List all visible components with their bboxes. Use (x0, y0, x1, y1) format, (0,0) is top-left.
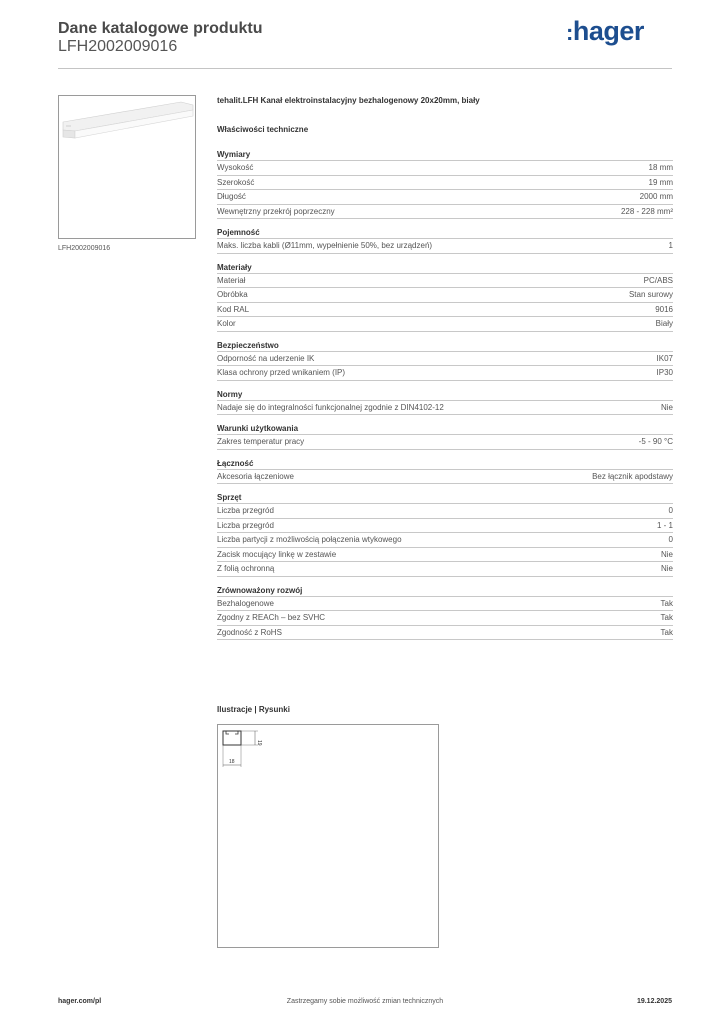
spec-row (217, 287, 673, 302)
section-heading: Zrównoważony rozwój (217, 585, 303, 595)
spec-label: Z folią ochronną (217, 564, 275, 573)
spec-label: Wysokość (217, 163, 254, 172)
spec-row (217, 596, 673, 611)
tech-properties-heading: Właściwości techniczne (217, 125, 309, 134)
spec-label: Nadaje się do integralności funkcjonalnej zgodnie z DIN4102-12 (217, 402, 444, 412)
image-caption: LFH2002009016 (58, 245, 111, 252)
header-divider (58, 68, 672, 69)
spec-value: 0 (668, 506, 673, 515)
section-end-rule (217, 414, 673, 415)
spec-row (217, 561, 673, 576)
spec-row (217, 160, 673, 175)
spec-label: Długość (217, 192, 246, 201)
spec-label: Odporność na uderzenie IK (217, 353, 315, 363)
spec-value: 1 (668, 241, 673, 250)
spec-sections (217, 149, 673, 640)
spec-value: PC/ABS (643, 275, 673, 285)
spec-value: 228 - 228 mm² (620, 206, 673, 216)
spec-row (217, 532, 673, 547)
spec-value: IK07 (656, 353, 673, 363)
hager-logo: :hager (566, 16, 644, 46)
spec-value: 9016 (655, 304, 673, 314)
spec-label: Zacisk mocujący linkę w zestawie (217, 549, 337, 559)
cross-section-drawing (220, 727, 280, 777)
spec-value: Nie (660, 549, 673, 559)
spec-section (217, 585, 673, 641)
spec-value: Biały (655, 319, 673, 328)
spec-row (217, 610, 673, 625)
spec-row (217, 547, 673, 562)
spec-value: 19 mm (648, 177, 673, 187)
spec-label: Szerokość (217, 177, 255, 187)
spec-section (217, 340, 673, 381)
section-heading: Wymiary (217, 150, 251, 159)
section-end-rule (217, 639, 673, 640)
spec-row (217, 365, 673, 380)
spec-label: Kolor (217, 319, 236, 328)
spec-row (217, 351, 673, 366)
spec-row (217, 204, 673, 219)
spec-row (217, 434, 673, 449)
spec-section (217, 492, 673, 577)
illustrations-heading: Ilustracje | Rysunki (217, 705, 290, 714)
section-end-rule (217, 331, 673, 332)
spec-section (217, 423, 673, 450)
spec-value: Nie (660, 564, 673, 573)
section-end-rule (217, 576, 673, 577)
spec-label: Liczba partycji z możliwością połączenia wtykowego (217, 535, 402, 544)
section-end-rule (217, 483, 673, 484)
spec-row (217, 518, 673, 533)
spec-row (217, 625, 673, 640)
spec-label: Kod RAL (217, 304, 250, 314)
spec-row (217, 189, 673, 204)
spec-section (217, 149, 673, 219)
spec-value: 1 - 1 (656, 520, 673, 530)
spec-label: Klasa ochrony przed wnikaniem (IP) (217, 368, 346, 377)
logo-text: hager (572, 16, 644, 46)
spec-row (217, 400, 673, 415)
spec-value: Tak (660, 613, 673, 622)
spec-value: Tak (660, 627, 673, 637)
footer-website-link[interactable]: hager.com/pl (58, 998, 102, 1005)
spec-label: Wewnętrzny przekrój poprzeczny (217, 206, 335, 216)
spec-value: Nie (660, 402, 673, 412)
spec-label: Liczba przegród (217, 520, 274, 530)
spec-value: IP30 (656, 368, 673, 377)
spec-row (217, 238, 673, 253)
product-channel-image (59, 96, 195, 238)
footer-date: 19.12.2025 (636, 998, 672, 1005)
product-title: tehalit.LFH Kanał elektroinstalacyjny bezhalogenowy 20x20mm, biały (217, 96, 480, 105)
spec-value: Tak (660, 598, 673, 608)
spec-label: Maks. liczba kabli (Ø11mm, wypełnienie 50%, bez urządzeń) (217, 241, 433, 250)
spec-value: Stan surowy (628, 290, 673, 299)
spec-content (217, 96, 673, 648)
spec-section (217, 262, 673, 332)
spec-label: Obróbka (217, 290, 248, 299)
section-heading: Pojemność (217, 228, 260, 237)
spec-row (217, 316, 673, 331)
spec-label: Akcesoria łączeniowe (217, 471, 294, 481)
spec-row (217, 469, 673, 484)
spec-label: Liczba przegród (217, 506, 274, 515)
spec-label: Zgodność z RoHS (217, 627, 282, 637)
spec-label: Bezhalogenowe (217, 598, 274, 608)
spec-label: Zgodny z REACh – bez SVHC (217, 613, 326, 622)
page-title: Dane katalogowe produktu (58, 20, 263, 37)
spec-label: Materiał (217, 275, 246, 285)
product-image (58, 95, 196, 239)
spec-row (217, 175, 673, 190)
spec-value: 2000 mm (639, 192, 673, 201)
dim-width-label: 18 (229, 759, 235, 765)
section-heading: Łączność (217, 458, 254, 468)
illustration-frame (217, 724, 439, 948)
section-heading: Normy (217, 389, 243, 399)
spec-value: Bez łącznik apodstawy (592, 471, 673, 481)
section-heading: Warunki użytkowania (217, 424, 299, 433)
section-end-rule (217, 218, 673, 219)
spec-section (217, 227, 673, 254)
spec-row (217, 273, 673, 288)
spec-label: Zakres temperatur pracy (217, 437, 305, 446)
section-heading: Sprzęt (217, 493, 242, 502)
spec-value: 0 (668, 535, 673, 544)
dim-height-label: 19 (256, 740, 262, 746)
product-code: LFH2002009016 (58, 38, 178, 55)
spec-section (217, 458, 673, 485)
spec-value: -5 - 90 °C (638, 437, 673, 446)
section-heading: Bezpieczeństwo (217, 340, 279, 350)
spec-value: 18 mm (648, 163, 673, 172)
spec-row (217, 302, 673, 317)
footer-disclaimer: Zastrzegamy sobie możliwość zmian technicznych (286, 998, 444, 1005)
spec-row (217, 503, 673, 518)
spec-section (217, 389, 673, 416)
section-heading: Materiały (217, 262, 252, 272)
